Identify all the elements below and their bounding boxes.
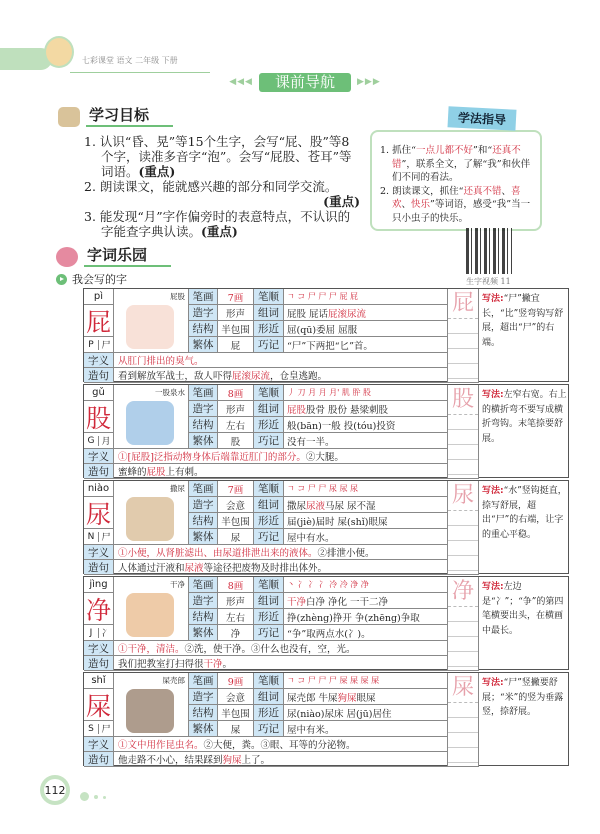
trace-character: 尿 [448,481,478,511]
value-group [284,305,448,321]
index-letter-radical [84,625,114,641]
value-memo: 屋中有水。 [284,529,448,545]
character-card [83,288,569,382]
index-letter-radical [84,529,114,545]
practice-box [448,289,479,383]
text-segment: 看到解放军战士，敌人吓得 [118,371,233,382]
writing-tip-label: 写法: [482,294,504,304]
book-title: 七彩课堂 语文 二年级 下册 [82,56,178,65]
value-struct: 半包围 [218,705,254,721]
label-similar: 形近 [254,609,284,625]
highlight-text: 尿液 [184,563,204,574]
sentence [114,368,448,383]
illustration-caption: 干净 [170,580,185,589]
text-segment: 撒尿 [287,500,307,512]
study-tips-title: 学法指导 [447,106,516,131]
label-group: 组词 [254,593,284,609]
highlight-text: ①小便，从肾脏滤出、由尿道排泄出来的液体。 [118,548,318,559]
label-similar: 形近 [254,321,284,337]
label-make: 造字 [189,305,218,321]
illustration [114,481,189,545]
value-struct: 左右 [218,417,254,433]
illustration-caption: 屁股 [170,292,185,301]
character: 净 [84,593,114,625]
value-group [284,593,448,609]
meaning [114,449,448,464]
illustration-image [126,497,174,541]
label-sentence: 造句 [84,368,114,383]
label-meaning: 字义 [84,641,114,656]
text-segment: ②大便，粪。③眼、耳等的分泌物。 [203,740,356,751]
text-segment: 2. 朗读课文，抓住“ [380,185,464,197]
value-make: 会意 [218,497,254,513]
writing-tip [479,385,570,479]
illustration [114,289,189,353]
value-make: 会意 [218,689,254,705]
goals-list [84,134,360,239]
writing-tip-text: “水”竖钩挺直，捺写舒展，超出“尸”的右端，让字的重心平稳。 [482,486,567,540]
label-strokes: 笔画 [189,577,218,593]
character: 屎 [84,689,114,721]
text-segment: ②大腿。 [305,452,344,463]
label-similar: 形近 [254,417,284,433]
label-order: 笔顺 [254,673,284,689]
label-meaning: 字义 [84,737,114,752]
value-strokes: 7画 [218,289,254,305]
nav-badge: 课前导航 [259,73,351,92]
highlight-text: 干净 [203,659,223,670]
play-icon [56,274,67,285]
text-segment: 我们把教室打扫得很 [118,659,204,670]
radical: 冫 [101,629,111,639]
label-group: 组词 [254,689,284,705]
highlight-text: 狗屎 [222,755,242,766]
label-memo: 巧记 [254,625,284,641]
value-similar: 屈(qū)委屈 屈服 [284,321,448,337]
practice-box [448,385,479,479]
section-nav [210,72,400,92]
illustration [114,577,189,641]
value-trad: 净 [218,625,254,641]
meaning [114,353,448,368]
label-trad: 繁体 [189,721,218,737]
index-letter-radical [84,433,114,449]
decor-dot [80,792,89,801]
value-strokes: 7画 [218,481,254,497]
label-memo: 巧记 [254,337,284,353]
value-trad: 屁 [218,337,254,353]
label-group: 组词 [254,497,284,513]
label-similar: 形近 [254,705,284,721]
writing-tip-label: 写法: [482,678,504,688]
writing-tip-text: “尸”竖撇要舒展；“米”的竖为垂露竖，捺舒展。 [482,678,564,717]
index-letter: P [84,340,99,350]
text-segment: ②排泄小便。 [317,548,375,559]
label-strokes: 笔画 [189,481,218,497]
text-segment: ，仓皇逃跑。 [270,371,328,382]
text-segment: 屁股 屁话 [287,308,329,320]
label-group: 组词 [254,401,284,417]
value-trad: 屎 [218,721,254,737]
practice-box [448,481,479,575]
highlight-text: ①干净，清洁。 [118,644,185,655]
highlight-text: 屁滚尿流 [328,308,367,320]
meaning [114,737,448,752]
sentence [114,656,448,671]
writing-grid[interactable] [448,415,478,478]
label-struct: 结构 [189,321,218,337]
label-memo: 巧记 [254,433,284,449]
qr-code[interactable] [466,228,512,274]
label-order: 笔顺 [254,481,284,497]
label-strokes: 笔画 [189,385,218,401]
value-order: ㄱ コ 尸 尸 尿 尿 尿 [284,481,448,497]
highlight-text: 干净 [287,596,307,608]
goal-item: 1. 认识“昏、晃”等15个生字，会写“屁、股”等8个字，读准多音字“泡”。会写“屁股、苍耳”等词语。(重点) [84,134,352,179]
page-number: 112 [40,775,70,805]
label-meaning: 字义 [84,449,114,464]
pinyin: pì [84,289,114,305]
writing-tip-text: 左窄右宽。右上的横折弯不要写成横折弯钩。末笔捺要舒展。 [482,390,567,444]
text-segment: ②洗，使干净。③什么也没有，空，光。 [184,644,356,655]
text-segment: 上有刺。 [165,467,204,478]
words-subtitle: 我会写的字 [56,271,127,287]
text-segment: 1. 抓住“ [380,145,416,156]
label-order: 笔顺 [254,385,284,401]
label-sentence: 造句 [84,656,114,671]
goal-item: 2. 朗读课文，能就感兴趣的部分和同学交流。 (重点) [84,179,360,209]
text-segment: 马尿 尿不湿 [325,500,376,512]
label-make: 造字 [189,401,218,417]
label-struct: 结构 [189,417,218,433]
label-meaning: 字义 [84,545,114,560]
decor-dot [103,796,106,799]
label-similar: 形近 [254,513,284,529]
index-letter: G [84,436,99,446]
character-card [83,672,569,766]
label-make: 造字 [189,497,218,513]
highlight-text: 尿液 [306,500,326,512]
trace-character: 净 [448,577,478,607]
value-order: ㄱ コ 尸 尸 尸 屁 屁 [284,289,448,305]
highlight-text: ①文中用作昆虫名。 [118,740,204,751]
writing-grid[interactable] [448,319,478,382]
meaning [114,641,448,656]
value-similar: 届(jiè)届时 屎(shǐ)眼屎 [284,513,448,529]
mascot-icon [44,36,74,68]
index-letter: J [84,628,99,638]
sentence [114,752,448,767]
label-trad: 繁体 [189,529,218,545]
index-letter: S [84,724,99,734]
header-divider [70,72,210,73]
value-memo: “争”取两点水(冫)。 [284,625,448,641]
illustration [114,673,189,737]
writing-tip [479,289,570,383]
goal-item: 3. 能发现“月”字作偏旁时的表意特点，不认识的字能查字典认读。(重点) [84,209,351,239]
words-heading [56,246,171,267]
qr-caption: 生字视频 11 [466,277,511,286]
value-trad: 股 [218,433,254,449]
label-trad: 繁体 [189,337,218,353]
text-segment: 他走路不小心，结果踩到 [118,755,223,766]
text-segment: 上了。 [241,755,271,766]
writing-tip-label: 写法: [482,486,504,496]
character: 股 [84,401,114,433]
illustration-image [126,593,174,637]
value-struct: 半包围 [218,321,254,337]
pinyin: jìng [84,577,114,593]
value-memo: 屋中有米。 [284,721,448,737]
strawberry-icon [56,247,78,267]
writing-grid[interactable] [448,607,478,670]
tip-item [380,185,534,226]
left-arrows-icon: ◀◀◀ [229,77,253,87]
writing-tip [479,577,570,671]
character-table [83,288,569,768]
value-order: 丶 冫 冫 冫 冷 冷 净 净 [284,577,448,593]
highlight-text: 屁股 [146,467,166,478]
pinyin: gǔ [84,385,114,401]
value-make: 形声 [218,305,254,321]
value-struct: 半包围 [218,513,254,529]
radical: 月 [101,437,111,447]
highlight-text: 快乐 [411,199,431,210]
highlight-text: 屁滚尿流 [232,371,271,382]
radical: 尸 [101,341,111,351]
text-segment: ”和“ [472,145,493,156]
words-title: 字词乐园 [84,246,171,267]
text-segment: 等途径把废物及时排出体外。 [203,563,328,574]
value-make: 形声 [218,401,254,417]
character-card [83,384,569,478]
writing-grid[interactable] [448,703,478,766]
label-struct: 结构 [189,513,218,529]
value-order: 丿 刀 月 月 月' 肌 肸 股 [284,385,448,401]
text-segment: 股骨 股份 悬梁刺股 [306,404,389,416]
index-letter: N [84,532,99,542]
highlight-text: 还真不错 [463,185,502,197]
value-similar: 挣(zhèng)挣开 争(zhēng)争取 [284,609,448,625]
highlight-text: 喜欢 [392,185,521,210]
text-segment: 、 [501,185,511,197]
label-make: 造字 [189,593,218,609]
writing-tip [479,673,570,767]
goals-heading [58,106,173,127]
radical: 尸 [101,725,111,735]
label-sentence: 造句 [84,464,114,479]
label-order: 笔顺 [254,577,284,593]
value-order: ㄱ コ 尸 尸 尸 屎 屎 屎 屎 [284,673,448,689]
trace-character: 屁 [448,289,478,319]
sentence [114,560,448,575]
illustration-image [126,305,174,349]
text-segment: ”，联系全文，了解“我”和伙伴们不同的看法。 [392,158,531,183]
highlight-text: 屁股 [287,404,307,416]
pinyin: niào [84,481,114,497]
character-card [83,576,569,670]
character-card [83,480,569,574]
value-group [284,689,448,705]
value-group [284,497,448,513]
illustration-image [126,689,174,733]
trace-character: 股 [448,385,478,415]
illustration-caption: 屎壳郎 [162,676,185,685]
value-trad: 尿 [218,529,254,545]
value-make: 形声 [218,593,254,609]
character: 尿 [84,497,114,529]
text-segment: 眼屎 [356,692,376,704]
text-segment: 。 [222,659,233,670]
sentence [114,464,448,479]
value-group [284,401,448,417]
value-strokes: 8画 [218,577,254,593]
tip-item [380,144,534,185]
value-struct: 左右 [218,609,254,625]
label-trad: 繁体 [189,433,218,449]
trace-character: 屎 [448,673,478,703]
study-tips-box [370,130,542,231]
label-trad: 繁体 [189,625,218,641]
value-similar: 般(bān)一般 投(tóu)投资 [284,417,448,433]
label-order: 笔顺 [254,289,284,305]
label-memo: 巧记 [254,721,284,737]
text-segment: ”等词语，感受“我”当一只小虫子的快乐。 [392,199,531,224]
label-memo: 巧记 [254,529,284,545]
label-sentence: 造句 [84,752,114,767]
books-icon [58,107,80,127]
practice-box [448,577,479,671]
illustration-caption: 一股泉水 [155,388,185,397]
radical: 尸 [101,533,111,543]
illustration [114,385,189,449]
writing-tip-text: “尸”撇宜长，“比”竖弯钩写舒展，超出“尸”的右端。 [482,294,564,348]
text-segment: 屎壳郎 牛屎 [287,692,338,704]
text-segment: 、 [401,199,412,210]
pinyin: shǐ [84,673,114,689]
writing-tip-label: 写法: [482,390,504,400]
value-memo: “尸”下两把“匕”首。 [284,337,448,353]
highlight-text: 狗屎 [337,692,357,704]
illustration-image [126,401,174,445]
highlight-text: 还真不错 [392,145,521,170]
label-strokes: 笔画 [189,673,218,689]
label-struct: 结构 [189,705,218,721]
label-strokes: 笔画 [189,289,218,305]
label-meaning: 字义 [84,353,114,368]
label-sentence: 造句 [84,560,114,575]
highlight-text: ①[屁股]泛指动物身体后端靠近肛门的部分。 [118,452,306,463]
practice-box [448,673,479,767]
character: 屁 [84,305,114,337]
writing-tip [479,481,570,575]
value-strokes: 9画 [218,673,254,689]
index-letter-radical [84,721,114,737]
writing-tip-label: 写法: [482,582,504,592]
text-segment: 白净 净化 一干二净 [306,596,389,608]
value-similar: 尿(niào)尿床 居(jū)居住 [284,705,448,721]
value-memo: 没有一半。 [284,433,448,449]
decor-dot [94,795,98,799]
writing-tip-text: 左边是“冫”；“争”的第四笔横要出头，在横画中最长。 [482,582,564,636]
label-group: 组词 [254,305,284,321]
text-segment: 蜜蜂的 [118,467,147,478]
right-arrows-icon: ▶▶▶ [357,77,381,87]
label-struct: 结构 [189,609,218,625]
label-make: 造字 [189,689,218,705]
writing-grid[interactable] [448,511,478,574]
highlight-text: 从肛门排出的臭气。 [118,356,204,367]
meaning [114,545,448,560]
highlight-text: 一点儿都不好 [415,145,473,156]
text-segment: 人体通过汗液和 [118,563,185,574]
value-strokes: 8画 [218,385,254,401]
goals-title: 学习目标 [86,106,173,127]
index-letter-radical [84,337,114,353]
illustration-caption: 撒尿 [170,484,185,493]
